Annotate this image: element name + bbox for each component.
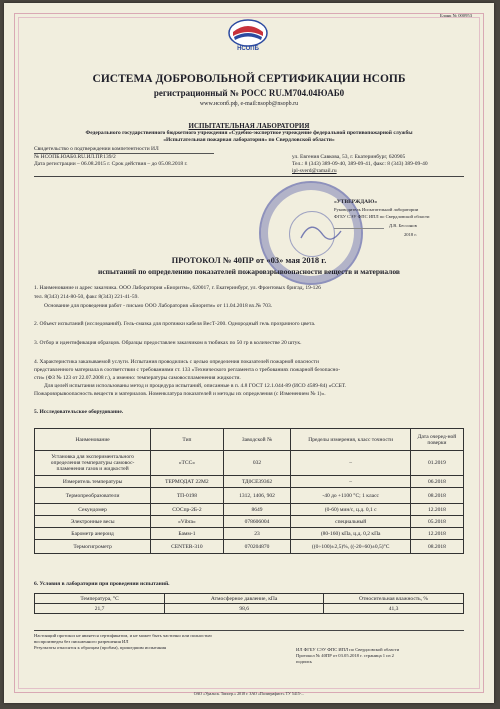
lab-org-line-1: Федерального государственного бюджетного учреждения «Судебно-экспертное учреждение федеральной противопожарной службы bbox=[85, 130, 413, 136]
conditions-table bbox=[34, 593, 464, 614]
section-2: 2. Объект испытаний (исследований). Гель-смазка для протяжки кабеля ВесТ-200. Однородный гель прозрачного цвета. bbox=[34, 321, 316, 327]
equip-header-date: Дата очеред-ной поверки bbox=[410, 429, 463, 451]
table-row: Термопреобразователи ТП-0198 1312, 1406, 902 -40 до +1100 °С; 1 класс 08.2018 bbox=[35, 488, 464, 504]
section-4-line-1: 4. Характеристика заказываемой услуги. Испытания проводились с целью определения показателей пожарной опасности bbox=[34, 359, 319, 365]
equip-header-name: Наименование bbox=[35, 429, 151, 451]
address-email: ipl-sverd@ramail.ru bbox=[292, 168, 337, 174]
section-4-line-5: Пожаровзрывоопасность веществ и материалов. Номенклатура показателей и методы их определения (с Изменением № 1)». bbox=[34, 391, 326, 397]
table-row: Измеритель температуры ТЕРМОДАТ 22М2 ТД0СЕ39362 – 06.2018 bbox=[35, 476, 464, 488]
cond-header-pressure: Атмосферное давление, кПа bbox=[165, 594, 324, 604]
section-4-line-2: представленного материала в соответствии с требованиями ст. 133 «Технического регламента о требованиях пожарной безопасно- bbox=[34, 367, 341, 373]
document-sheet bbox=[4, 3, 494, 703]
protocol-subtitle: испытаний по определению показателей пожаровзрывоопасности веществ и материалов bbox=[98, 267, 400, 276]
equip-header-serial: Заводской № bbox=[223, 429, 291, 451]
conditions-header-row bbox=[35, 594, 464, 604]
approve-line-2: Руководитель Испытательной лаборатории bbox=[334, 207, 419, 212]
print-line: ОАО «Уральск. Типогр.» 2018 г. ЗАО «Полиграфист» ТУ 5415-... bbox=[193, 691, 305, 696]
registration-number: регистрационный № РОСС RU.М704.04ЮАБ0 bbox=[153, 88, 345, 98]
approve-year: 2018 г. bbox=[404, 232, 417, 237]
address-line-2: Тел.: 8 (343) 389-09-40, 389-09-41, факс: 8 (343) 389-09-40 bbox=[292, 161, 428, 167]
website: www.нсопб.рф, e-mail:nsopb@nsopb.ru bbox=[199, 101, 299, 107]
equipment-table bbox=[34, 428, 464, 554]
section-1-line-3: Основание для проведения работ - письмо ООО Лаборатория «Биоритм» от 11.04.2018 вх.№ 703. bbox=[44, 303, 273, 309]
section-4-line-3: сти» (ФЗ № 123 от 22.07.2008 г.), а именно: температуры самовоспламенения жидкости. bbox=[34, 375, 241, 381]
system-title: СИСТЕМА ДОБРОВОЛЬНОЙ СЕРТИФИКАЦИИ НСОПБ bbox=[92, 73, 406, 85]
lab-heading: ИСПЫТАТЕЛЬНАЯ ЛАБОРАТОРИЯ bbox=[188, 122, 310, 130]
lab-org-line-2: «Испытательная пожарная лаборатория» по Свердловской области» bbox=[163, 137, 335, 143]
table-row: Термогигрометр CENTER-310 070204870 ((0÷100)±2,5)%, ((-20÷60)±0,5)°С 08.2018 bbox=[35, 540, 464, 554]
footer-right-line-1: ИЛ ФГБУ СЭУ ФПС ИПЛ по Свердловской области bbox=[296, 647, 400, 652]
approve-heading: «УТВЕРЖДАЮ» bbox=[334, 199, 378, 205]
section-1-line-1: 1. Наименование и адрес заказчика. ООО Лаборатория «Биоритм», 620017, г. Екатеринбург, ул. Фронтовых бригад, 19-126 bbox=[34, 285, 321, 291]
nsopb-logo bbox=[226, 18, 270, 54]
cond-header-temp: Температура, °С bbox=[35, 594, 165, 604]
section-5-heading: 5. Исследовательское оборудование. bbox=[34, 409, 124, 415]
equip-header-range: Пределы измерения, класс точности bbox=[291, 429, 410, 451]
protocol-title: ПРОТОКОЛ № 40ПР от «03» мая 2018 г. bbox=[171, 255, 327, 265]
table-row: Электронные весы «Vibra» 078606004 специальный 05.2018 bbox=[35, 516, 464, 528]
section-3: 3. Отбор и идентификация образцов. Образцы предоставлен заказчиком в тюбиках по 50 гр в количестве 20 штук. bbox=[34, 340, 302, 346]
form-number: Бланк № 000953 bbox=[439, 13, 472, 18]
footer-left-line-3: Результаты относятся к образцам (пробам), прошедшим испытания bbox=[34, 645, 167, 650]
cond-header-humidity: Относительная влажность, % bbox=[324, 594, 464, 604]
cond-humidity-value: 41,3 bbox=[324, 604, 464, 614]
footer-left-line-1: Настоящий протокол не является сертификатом, и не может быть частично или полностью bbox=[34, 633, 212, 638]
table-row: Установка для экспериментального определения температуры самовос-пламенения газов и жидкостей «ТСС» 032 – 01.2019 bbox=[35, 451, 464, 476]
approver-name: Д.В. Бессонов bbox=[389, 223, 417, 228]
equipment-header-row bbox=[35, 429, 464, 451]
address-line-1: ул. Евгения Савкова, 53, г. Екатеринбург, 620905 bbox=[292, 154, 406, 160]
certificate-line-2: № НСОПБ.ЮАБ0.RU.ИЛ.ПР.139/2 bbox=[34, 154, 116, 160]
footer-right-line-3: подпись bbox=[296, 659, 313, 664]
logo-text: НСОПБ bbox=[237, 46, 259, 52]
section-4-line-4: Для целей испытания использованы метод и процедура испытаний, описанные в п. 4.8 ГОСТ 12.1.044-89 (ИСО 4589-84) «ССБТ. bbox=[44, 383, 346, 389]
section-1-line-2: тел. 8(343) 214-80-50, факс 8(343) 221-41-59. bbox=[34, 294, 139, 300]
table-row: Барометр анероид Бамм-1 23 (80-160) кПа, ц.д. 0,2 кПа 12.2018 bbox=[35, 528, 464, 540]
certificate-line-1: Свидетельство о подтверждении компетентности ИЛ bbox=[34, 146, 159, 152]
cond-temp-value: 21,7 bbox=[35, 604, 165, 614]
page-inner-border bbox=[18, 17, 480, 689]
cond-pressure-value: 98,6 bbox=[165, 604, 324, 614]
approve-line-3: ФГБУ СЭУ ФПС ИПЛ по Свердловской области bbox=[334, 214, 430, 219]
footer-left-line-2: воспроизведен без письменного разрешения ИЛ bbox=[34, 639, 129, 644]
certificate-line-3: Дата регистрации – 06.08.2015 г. Срок действия – до 05.08.2018 г. bbox=[34, 161, 188, 167]
table-row: Секундомер СОСпр-2Б-2 8649 (0-60) мин/с, ц.д. 0,1 с 12.2018 bbox=[35, 504, 464, 516]
footer-right-line-2: Протокол № 40ПР от 03.05.2018 г. страница 1 из 2 bbox=[296, 653, 394, 658]
equip-header-type: Тип bbox=[151, 429, 223, 451]
table-row bbox=[35, 604, 464, 614]
section-6-heading: 6. Условия в лаборатории при проведении испытаний. bbox=[34, 581, 170, 587]
